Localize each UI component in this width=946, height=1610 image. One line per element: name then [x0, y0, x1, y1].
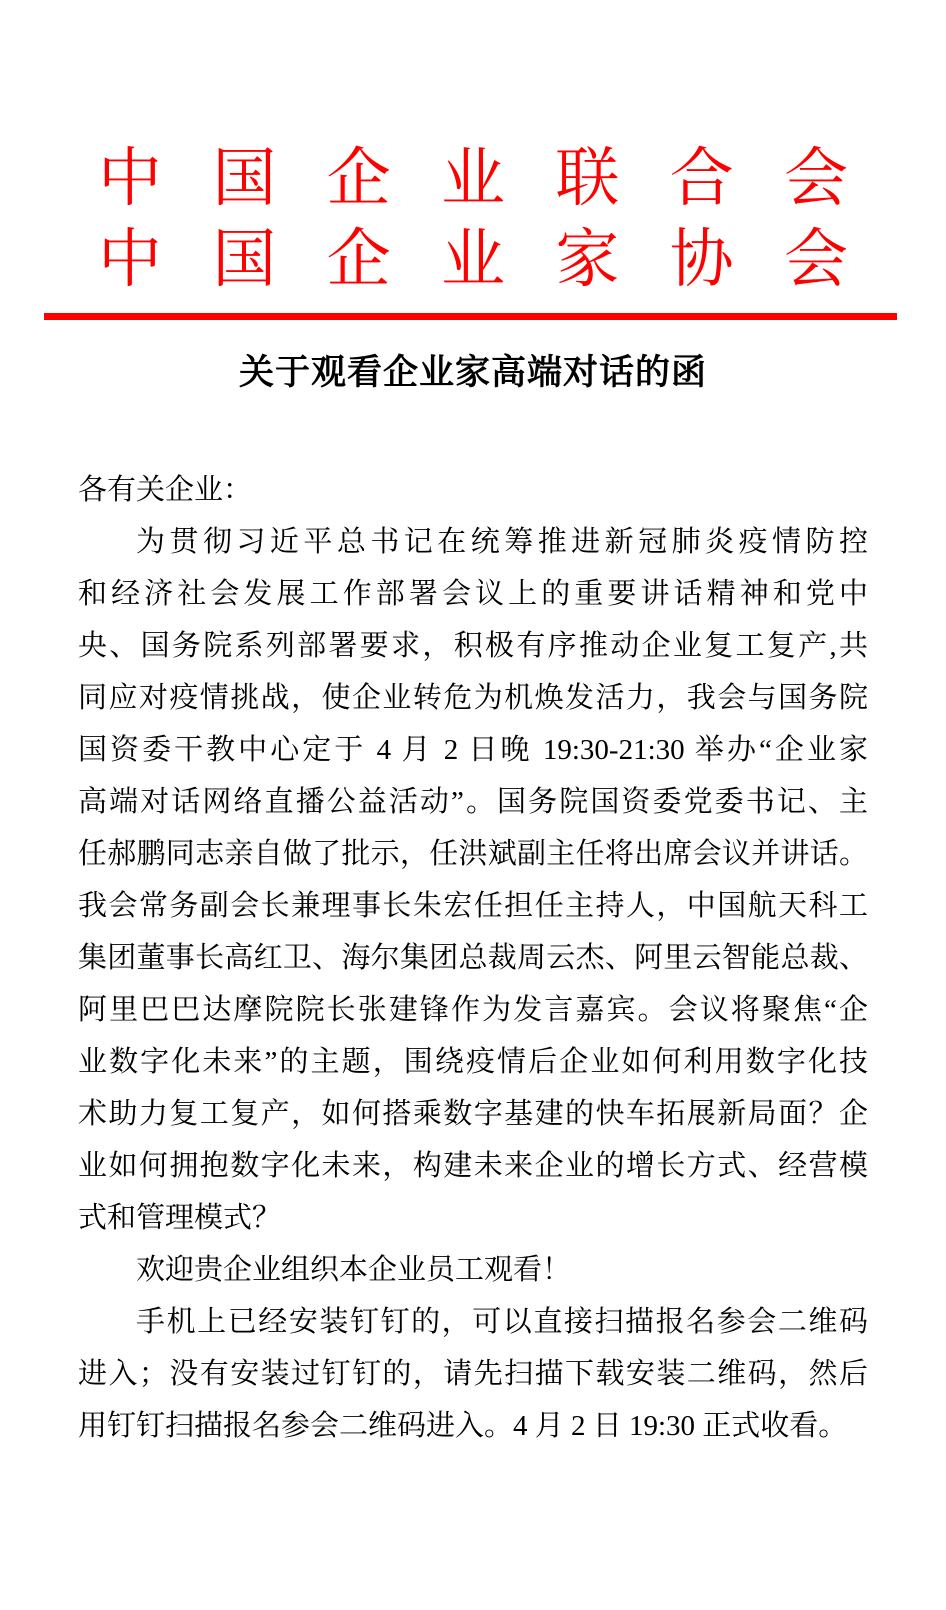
letterhead-line-1: [98, 138, 848, 219]
body-line: 和经济社会发展工作部署会议上的重要讲话精神和党中: [78, 578, 868, 610]
body-line: 术助力复工复产，如何搭乘数字基建的快车拓展新局面？企: [78, 1098, 868, 1130]
letterhead-character: 业: [440, 143, 505, 214]
letterhead-character: 业: [440, 224, 505, 295]
body-line: 式和管理模式？: [78, 1202, 282, 1234]
letterhead: [98, 0, 848, 300]
body-line: 进入；没有安装过钉钉的，请先扫描下载安装二维码，然后: [78, 1358, 868, 1390]
body-line: 业如何拥抱数字化未来，构建未来企业的增长方式、经营模: [78, 1150, 868, 1182]
body-line: 国资委干教中心定于 4 月 2 日晚 19:30-21:30 举办“企业家: [78, 734, 868, 766]
body-line: 阿里巴巴达摩院院长张建锋作为发言嘉宾。会议将聚焦“企: [78, 994, 868, 1026]
body-line: 集团董事长高红卫、海尔集团总裁周云杰、阿里云智能总裁、: [78, 942, 868, 974]
letterhead-character: 家: [555, 224, 620, 295]
body-line: 业数字化未来”的主题，围绕疫情后企业如何利用数字化技: [78, 1046, 868, 1078]
body-line: 央、国务院系列部署要求，积极有序推动企业复工复产,共: [78, 630, 868, 662]
body-line: 手机上已经安装钉钉的，可以直接扫描报名参会二维码: [136, 1306, 868, 1338]
letter-body: [78, 464, 868, 1452]
letterhead-character: 国: [212, 224, 277, 295]
letterhead-character: 联: [555, 143, 620, 214]
body-line: 用钉钉扫描报名参会二维码进入。4 月 2 日 19:30 正式收看。: [78, 1410, 848, 1442]
body-line: 欢迎贵企业组织本企业员工观看！: [136, 1254, 572, 1286]
letterhead-character: 会: [783, 143, 848, 214]
salutation: 各有关企业：: [78, 474, 253, 506]
body-line: 同应对疫情挑战，使企业转危为机焕发活力，我会与国务院: [78, 682, 868, 714]
letterhead-character: 企: [326, 224, 391, 295]
letterhead-character: 企: [326, 143, 391, 214]
letterhead-character: 协: [669, 224, 734, 295]
body-line: 高端对话网络直播公益活动”。国务院国资委党委书记、主: [78, 786, 868, 818]
letterhead-character: 国: [212, 143, 277, 214]
letterhead-character: 中: [98, 143, 162, 214]
letterhead-character: 合: [669, 143, 734, 214]
letterhead-line-2: [98, 219, 848, 300]
letterhead-character: 会: [783, 224, 848, 295]
body-line: 为贯彻习近平总书记在统筹推进新冠肺炎疫情防控: [136, 526, 868, 558]
body-line: 我会常务副会长兼理事长朱宏任担任主持人，中国航天科工: [78, 890, 868, 922]
body-line: 任郝鹏同志亲自做了批示，任洪斌副主任将出席会议并讲话。: [78, 838, 868, 870]
letterhead-character: 中: [98, 224, 162, 295]
red-divider-rule: [44, 313, 897, 320]
document-title: 关于观看企业家高端对话的函: [238, 353, 707, 392]
